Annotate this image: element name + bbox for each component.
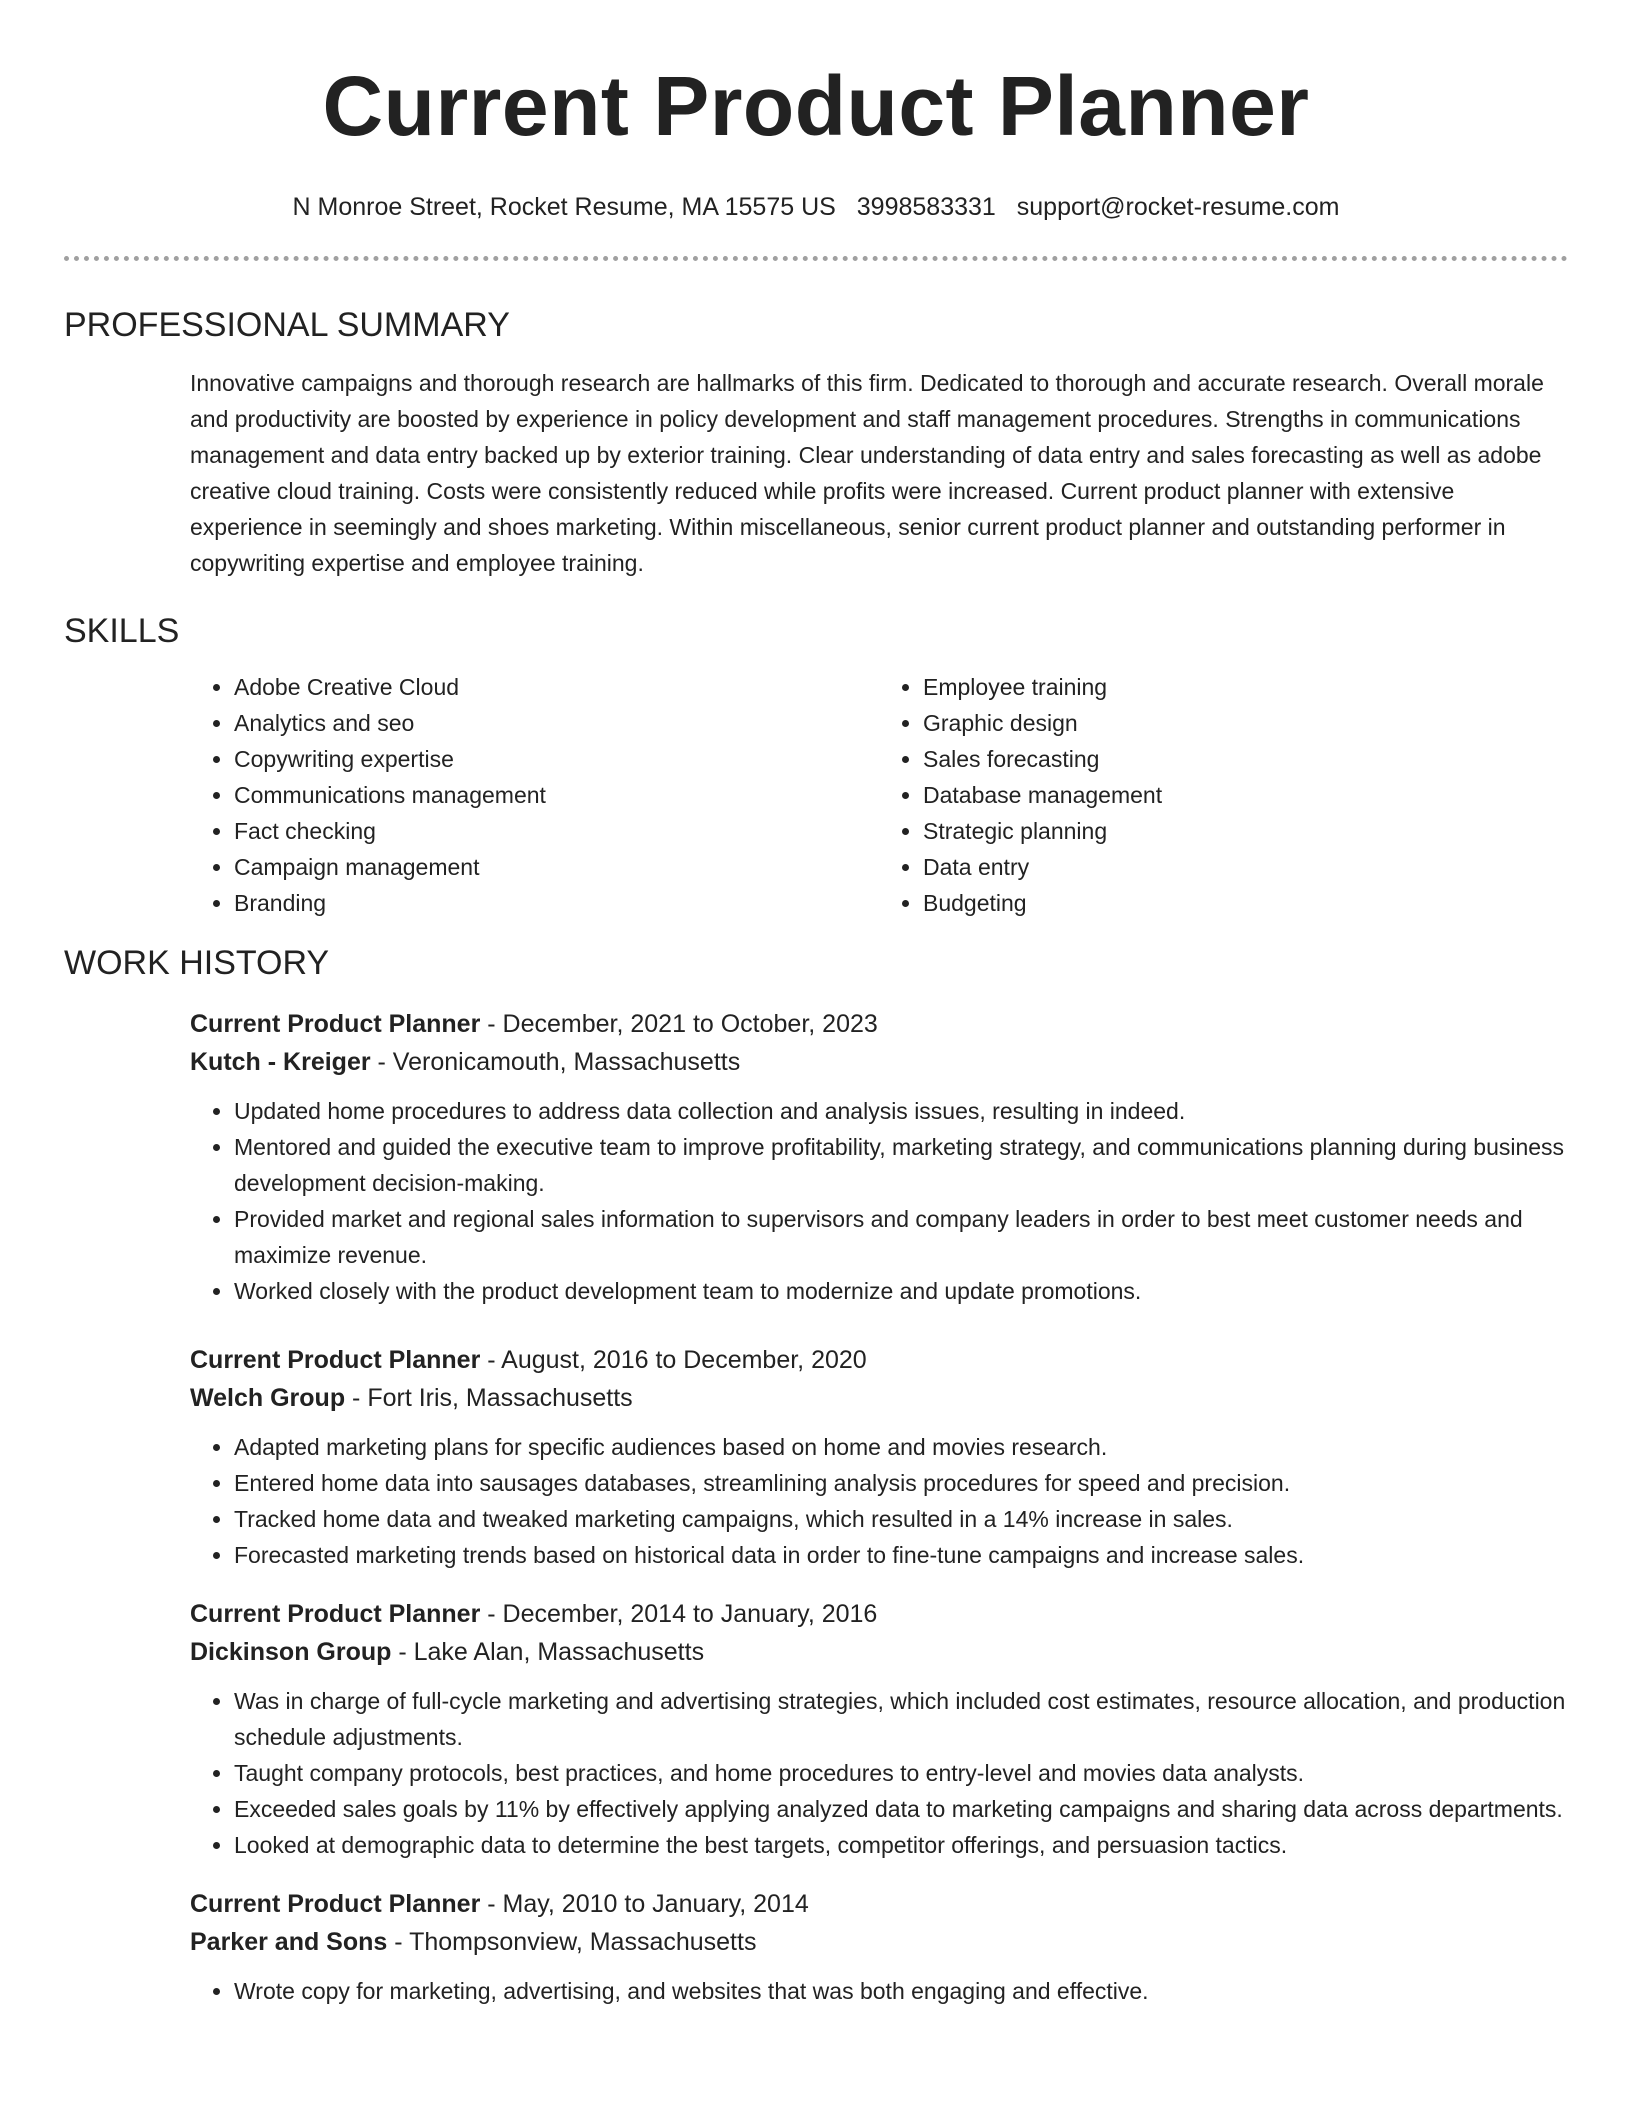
skill-item: • Branding — [234, 885, 879, 921]
job-role: Current Product Planner — [190, 1010, 481, 1038]
skill-item: • Adobe Creative Cloud — [234, 669, 879, 705]
job-entry — [190, 1341, 1568, 1573]
job-bullet: • Taught company protocols, best practices, and home procedures to entry-level and movies data analysts. — [234, 1755, 1568, 1791]
skill-item: • Graphic design — [923, 705, 1568, 741]
job-bullet: • Wrote copy for marketing, advertising, and websites that was both engaging and effective. — [234, 1973, 1568, 2009]
job-company: Dickinson Group — [190, 1638, 392, 1666]
job-company: Parker and Sons — [190, 1928, 388, 1956]
job-bullet: • Forecasted marketing trends based on historical data in order to fine-tune campaigns and increase sales. — [234, 1537, 1568, 1573]
job-location: - Lake Alan, Massachusetts — [391, 1638, 705, 1666]
job-company-line — [190, 1633, 1568, 1671]
contact-line — [64, 192, 1568, 222]
skill-item: • Strategic planning — [923, 813, 1568, 849]
job-company-line — [190, 1379, 1568, 1417]
job-bullet: • Worked closely with the product development team to modernize and update promotions. — [234, 1273, 1568, 1309]
skill-item: • Sales forecasting — [923, 741, 1568, 777]
skills-column-left — [190, 669, 879, 921]
job-bullet: • Was in charge of full-cycle marketing and advertising strategies, which included cost estimates, resource allocation, and production schedule adjustments. — [234, 1683, 1568, 1755]
job-entry — [190, 1005, 1568, 1309]
job-bullets — [190, 1429, 1568, 1573]
skills-column-right — [879, 669, 1568, 921]
job-role: Current Product Planner — [190, 1600, 481, 1628]
job-location: - Thompsonview, Massachusetts — [387, 1928, 757, 1956]
job-role-line — [190, 1595, 1568, 1633]
skill-item: • Employee training — [923, 669, 1568, 705]
job-bullet: • Provided market and regional sales information to supervisors and company leaders in order to best meet customer needs and maximize revenue. — [234, 1201, 1568, 1273]
skill-item: • Database management — [923, 777, 1568, 813]
job-bullet: • Entered home data into sausages databases, streamlining analysis procedures for speed and precision. — [234, 1465, 1568, 1501]
skill-item: • Campaign management — [234, 849, 879, 885]
job-dates: - May, 2010 to January, 2014 — [480, 1890, 809, 1918]
contact-phone: 3998583331 — [856, 193, 996, 221]
skill-item: • Fact checking — [234, 813, 879, 849]
section-title-skills: SKILLS — [64, 612, 180, 650]
job-company: Welch Group — [190, 1384, 346, 1412]
job-bullet: • Updated home procedures to address data collection and analysis issues, resulting in indeed. — [234, 1093, 1568, 1129]
job-dates: - August, 2016 to December, 2020 — [480, 1346, 867, 1374]
job-bullet: • Exceeded sales goals by 11% by effectively applying analyzed data to marketing campaigns and sharing data across departments. — [234, 1791, 1568, 1827]
skill-item: • Communications management — [234, 777, 879, 813]
skill-item: • Data entry — [923, 849, 1568, 885]
header-divider — [64, 256, 1568, 261]
section-title-work-history: WORK HISTORY — [64, 944, 330, 982]
resume-name: Current Product Planner — [322, 59, 1310, 153]
job-bullet: • Tracked home data and tweaked marketing campaigns, which resulted in a 14% increase in sales. — [234, 1501, 1568, 1537]
skill-item: • Analytics and seo — [234, 705, 879, 741]
job-role: Current Product Planner — [190, 1346, 481, 1374]
job-bullet: • Looked at demographic data to determine the best targets, competitor offerings, and persuasion tactics. — [234, 1827, 1568, 1863]
contact-email[interactable]: support@rocket-resume.com — [1016, 193, 1340, 221]
job-bullets — [190, 1683, 1568, 1863]
job-dates: - December, 2014 to January, 2016 — [480, 1600, 878, 1628]
section-title-summary: PROFESSIONAL SUMMARY — [64, 306, 510, 344]
job-bullets — [190, 1093, 1568, 1309]
job-entry — [190, 1885, 1568, 2009]
job-dates: - December, 2021 to October, 2023 — [480, 1010, 878, 1038]
skill-item: • Copywriting expertise — [234, 741, 879, 777]
job-role-line — [190, 1341, 1568, 1379]
job-role-line — [190, 1005, 1568, 1043]
job-bullet: • Adapted marketing plans for specific audiences based on home and movies research. — [234, 1429, 1568, 1465]
summary-text: Innovative campaigns and thorough research are hallmarks of this firm. Dedicated to thorough and accurate research. Overall morale and productivity are boosted by experience in policy development and staff management procedures. Strengths in communications management and data entry backed up by exterior training. Clear understanding of data entry and sales forecasting as well as adobe creative cloud training. Costs were consistently reduced while profits were increased. Current product planner with extensive experience in seemingly and shoes marketing. Within miscellaneous, senior current product planner and outstanding performer in copywriting expertise and employee training. — [190, 370, 1544, 576]
job-company: Kutch - Kreiger — [190, 1048, 371, 1076]
job-entry — [190, 1595, 1568, 1863]
job-bullet: • Mentored and guided the executive team to improve profitability, marketing strategy, and communications planning during business development decision-making. — [234, 1129, 1568, 1201]
resume-page — [64, 0, 1568, 2009]
job-bullets — [190, 1973, 1568, 2009]
job-location: - Fort Iris, Massachusetts — [345, 1384, 633, 1412]
job-role: Current Product Planner — [190, 1890, 481, 1918]
skill-item: • Budgeting — [923, 885, 1568, 921]
skills-grid — [190, 669, 1568, 921]
job-location: - Veronicamouth, Massachusetts — [370, 1048, 741, 1076]
job-company-line — [190, 1923, 1568, 1961]
job-company-line — [190, 1043, 1568, 1081]
job-role-line — [190, 1885, 1568, 1923]
contact-address: N Monroe Street, Rocket Resume, MA 15575 US — [292, 193, 836, 221]
